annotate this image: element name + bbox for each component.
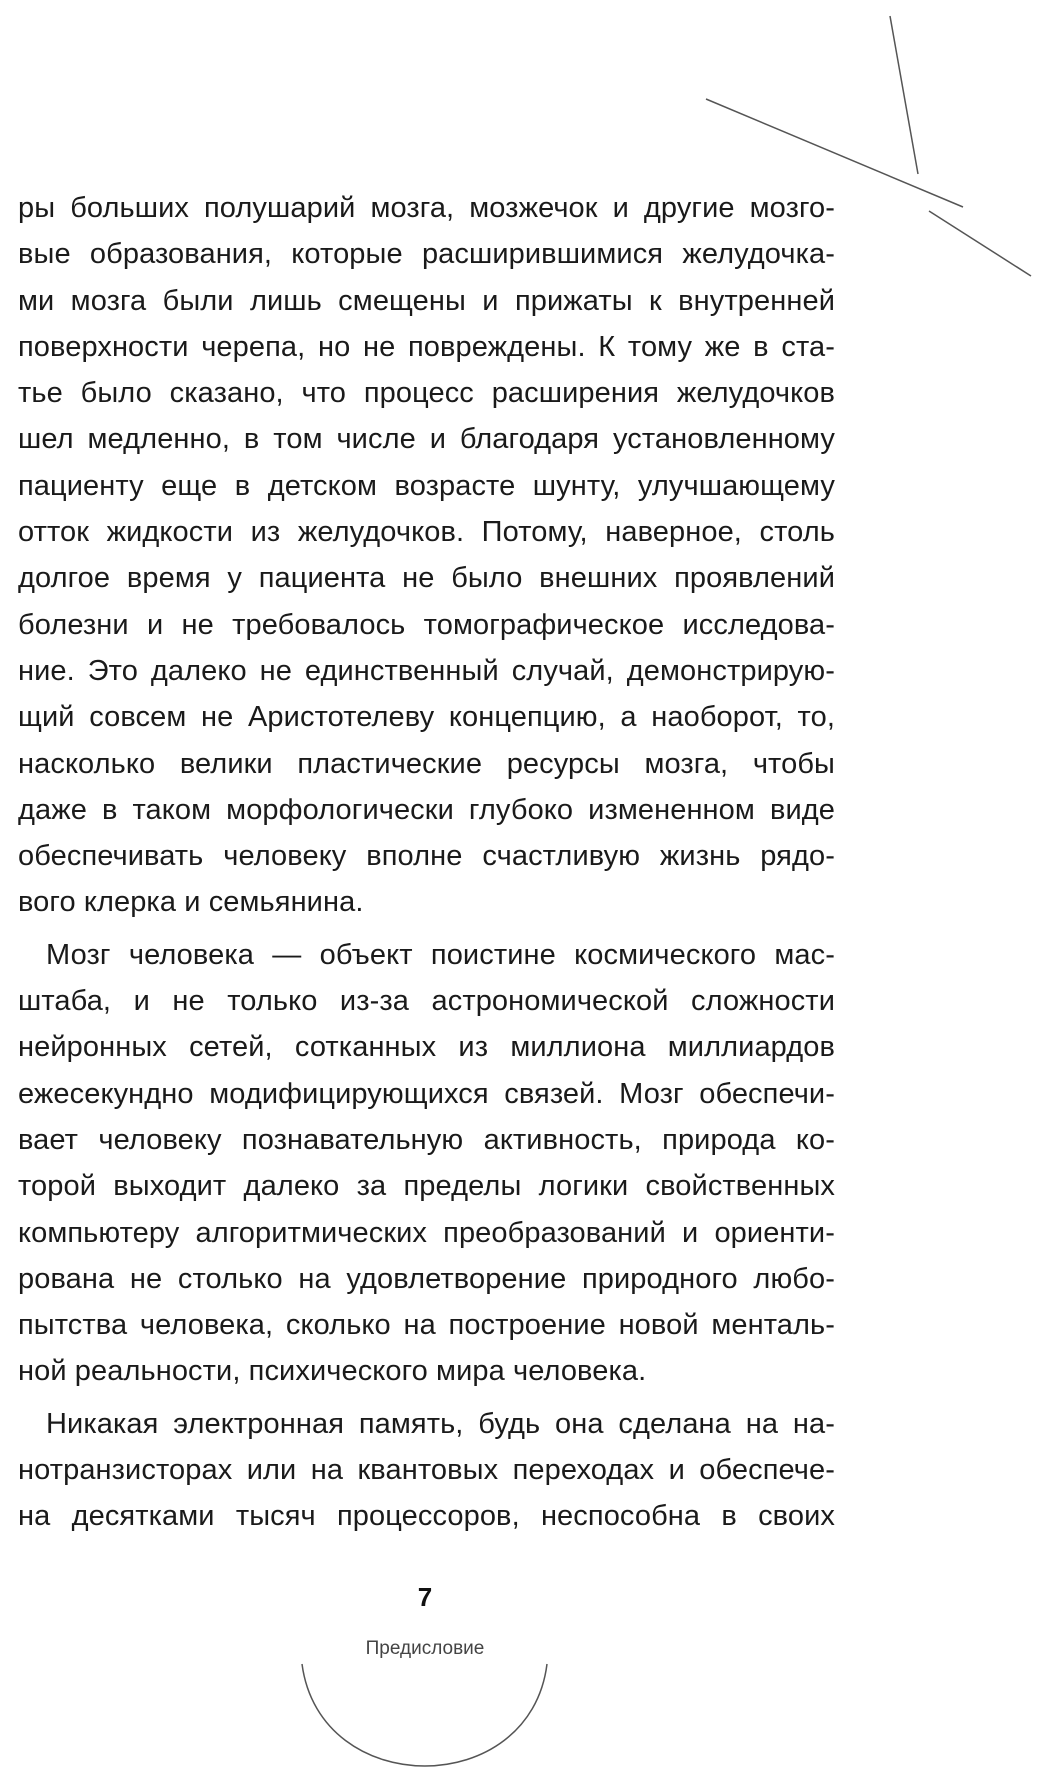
paragraph-1 (18, 185, 835, 926)
text-line: ежесекундно модифицирующихся связей. Мозг обеспечи- (18, 1077, 835, 1110)
text-line: тье было сказано, что процесс расширения желудочков (18, 377, 835, 410)
text-line: поверхности черепа, но не повреждены. К тому же в ста- (18, 330, 835, 363)
text-line: ной реальности, психического мира человека. (18, 1355, 647, 1388)
text-line: ми мозга были лишь смещены и прижаты к внутренней (18, 284, 835, 317)
text-line: на десятками тысяч процессоров, неспособна в своих (18, 1500, 835, 1533)
text-line: вает человеку познавательную активность, природа ко- (18, 1123, 835, 1156)
text-line: даже в таком морфологически глубоко измененном виде (18, 793, 835, 826)
text-line: Никакая электронная память, будь она сделана на на- (46, 1407, 835, 1440)
text-line: отток жидкости из желудочков. Потому, наверное, столь (18, 516, 835, 549)
text-line: вые образования, которые расширившимися желудочка- (18, 238, 835, 271)
text-line: насколько велики пластические ресурсы мозга, чтобы (18, 747, 835, 780)
text-line: обеспечивать человеку вполне счастливую жизнь рядо- (18, 840, 835, 873)
running-footer-section: Предисловие (365, 1638, 485, 1659)
text-line: Мозг человека — объект поистине космического мас- (46, 938, 835, 971)
text-line: пациенту еще в детском возрасте шунту, улучшающему (18, 469, 835, 502)
text-line: шел медленно, в том числе и благодаря установленному (18, 423, 835, 456)
text-line: рована не столько на удовлетворение природного любо- (18, 1262, 835, 1295)
deco-line-3 (929, 211, 1031, 276)
text-line: нейронных сетей, сотканных из миллиона миллиардов (18, 1031, 835, 1064)
paragraph-2 (18, 932, 835, 1395)
text-line: щий совсем не Аристотелеву концепцию, а наоборот, то, (18, 701, 835, 734)
text-line: штаба, и не только из-за астрономической сложности (18, 985, 835, 1018)
page-number: 7 (417, 1582, 433, 1612)
text-line: вого клерка и семьянина. (18, 886, 364, 919)
text-line: компьютеру алгоритмических преобразований и ориенти- (18, 1216, 835, 1249)
body-text (18, 185, 835, 1540)
deco-line-1 (890, 16, 918, 174)
paragraph-3 (18, 1401, 835, 1540)
deco-arc (302, 1664, 547, 1766)
text-line: нотранзисторах или на квантовых переходах и обеспече- (18, 1454, 835, 1487)
text-line: пытства человека, сколько на построение новой менталь- (18, 1309, 835, 1342)
text-line: ры больших полушарий мозга, мозжечок и другие мозго- (18, 192, 835, 224)
text-line: ние. Это далеко не единственный случай, демонстрирую- (18, 654, 835, 687)
text-line: торой выходит далеко за пределы логики свойственных (18, 1170, 835, 1203)
text-line: долгое время у пациента не было внешних проявлений (18, 562, 835, 595)
text-line: болезни и не требовалось томографическое исследова- (18, 608, 835, 641)
